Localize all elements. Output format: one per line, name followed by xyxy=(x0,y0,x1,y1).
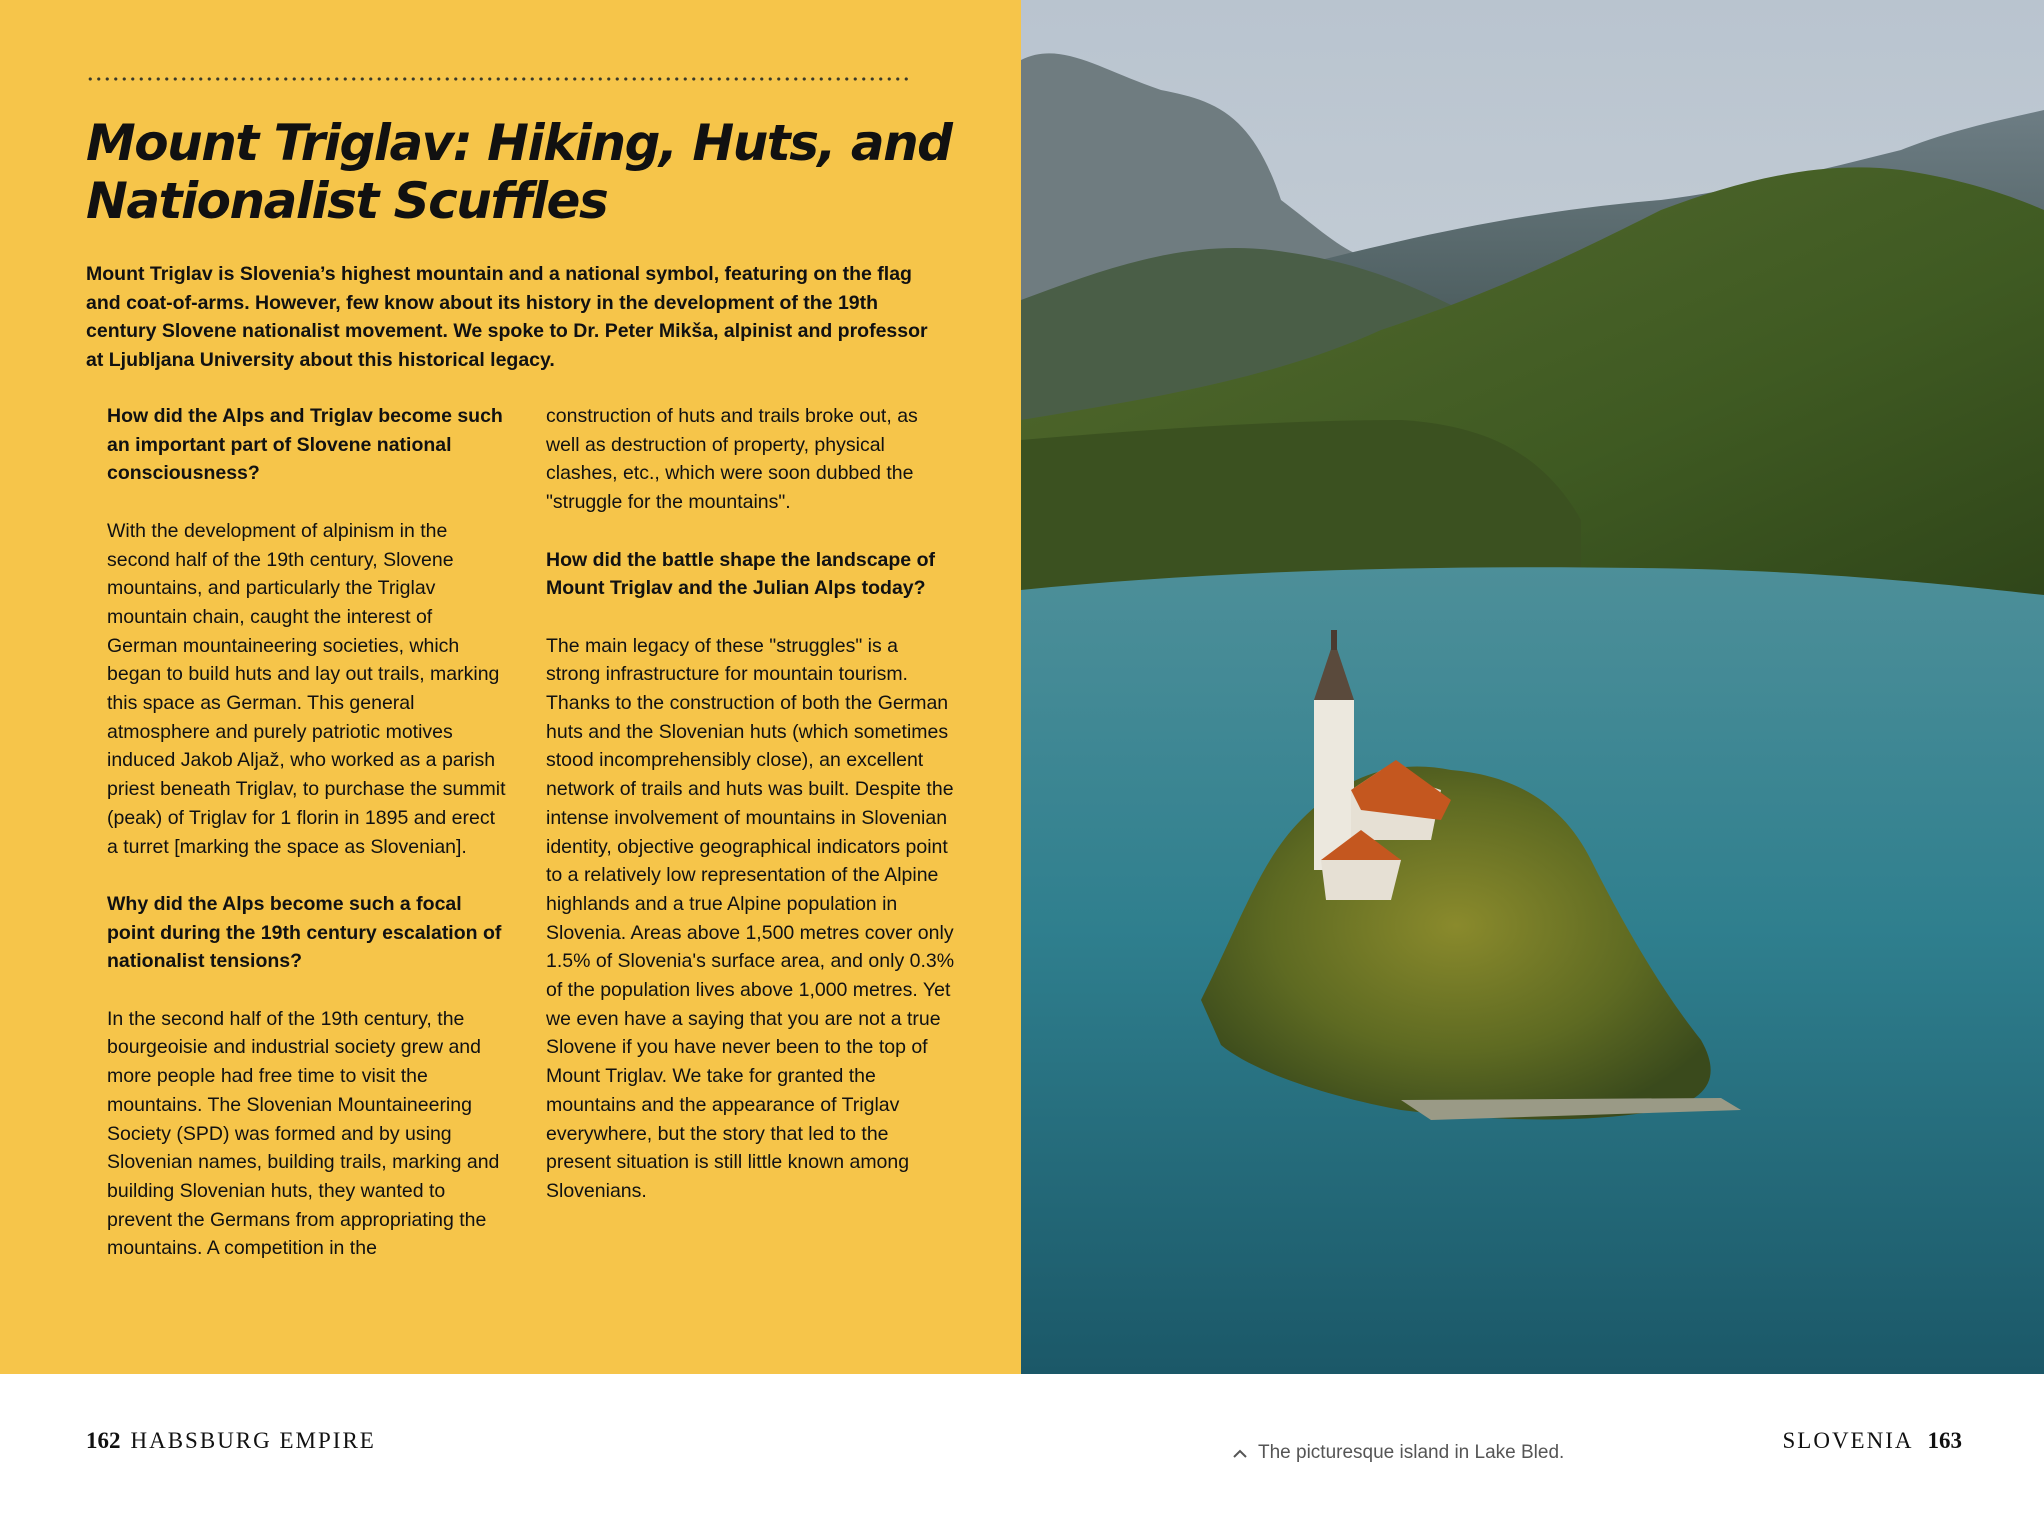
footer-left xyxy=(86,1428,376,1454)
section-name-right: SLOVENIA xyxy=(1782,1428,1914,1453)
answer-2-part-2: construction of huts and trails broke out, as well as destruction of property, physical clashes, etc., which were soon dubbed the "struggle for the mountains". xyxy=(546,405,918,514)
question-3: How did the battle shape the landscape of Mount Triglav and the Julian Alps today? xyxy=(546,548,935,600)
column-right xyxy=(546,402,956,1234)
answer-1: With the development of alpinism in the second half of the 19th century, Slovene mountains, and particularly the Triglav mountain chain, caught the interest of German mountaineering societies, which began to build huts and lay out trails, marking this space as German. This general atmosphere and purely patriotic motives induced Jakob Aljaž, who worked as a parish priest beneath Triglav, to purchase the summit (peak) of Triglav for 1 florin in 1895 and erect a turret [marking the space as Slovenian]. xyxy=(107,519,506,858)
photo-caption xyxy=(1232,1442,1564,1464)
lake-bled-photo xyxy=(1021,0,2044,1374)
chevron-up-icon xyxy=(1232,1445,1248,1463)
column-left xyxy=(107,402,507,1292)
article-intro: Mount Triglav is Slovenia’s highest mountain and a national symbol, featuring on the flag and coat-of-arms. However, few know about its history in the development of the 19th century Slovene nationalist movement. We spoke to Dr. Peter Mikša, alpinist and professor at Ljubljana University about this historical legacy. xyxy=(86,263,928,372)
question-2: Why did the Alps become such a focal point during the 19th century escalation of nationalist tensions? xyxy=(107,892,502,973)
section-name-left: HABSBURG EMPIRE xyxy=(130,1428,376,1453)
caption-text: The picturesque island in Lake Bled. xyxy=(1258,1442,1565,1463)
question-1: How did the Alps and Triglav become such an important part of Slovene national consciousness? xyxy=(107,405,503,485)
answer-2-part-1: In the second half of the 19th century, the bourgeoisie and industrial society grew and more people had free time to visit the mountains. The Slovenian Mountaineering Society (SPD) was formed and by using Slovenian names, building trails, marking and building Slovenian huts, they wanted to prevent the Germans from appropriating the mountains. A competition in the xyxy=(107,1007,500,1260)
answer-3: The main legacy of these "struggles" is a strong infrastructure for mountain tourism. Thanks to the construction of both the German huts and the Slovenian huts (which sometimes stood incomprehensibly close), an excellent network of trails and huts was built. Despite the intense involvement of mountains in Slovenian identity, objective geographical indicators point to a relatively low representation of the Alpine highlands and a true Alpine population in Slovenia. Areas above 1,500 metres cover only 1.5% of Slovenia's surface area, and only 0.3% of the population lives above 1,000 metres. Yet we even have a saying that you are not a true Slovene if you have never been to the top of Mount Triglav. We take for granted the mountains and the appearance of Triglav everywhere, but the story that led to the present situation is still little known among Slovenians. xyxy=(546,634,955,1202)
article-panel xyxy=(0,0,1021,1374)
footer-right xyxy=(1783,1428,1963,1454)
page-number-right: 163 xyxy=(1927,1428,1962,1453)
page-number-left: 162 xyxy=(86,1428,121,1453)
dotted-rule xyxy=(86,76,912,82)
article-title: Mount Triglav: Hiking, Huts, and Nationalist Scuffles xyxy=(86,114,952,230)
